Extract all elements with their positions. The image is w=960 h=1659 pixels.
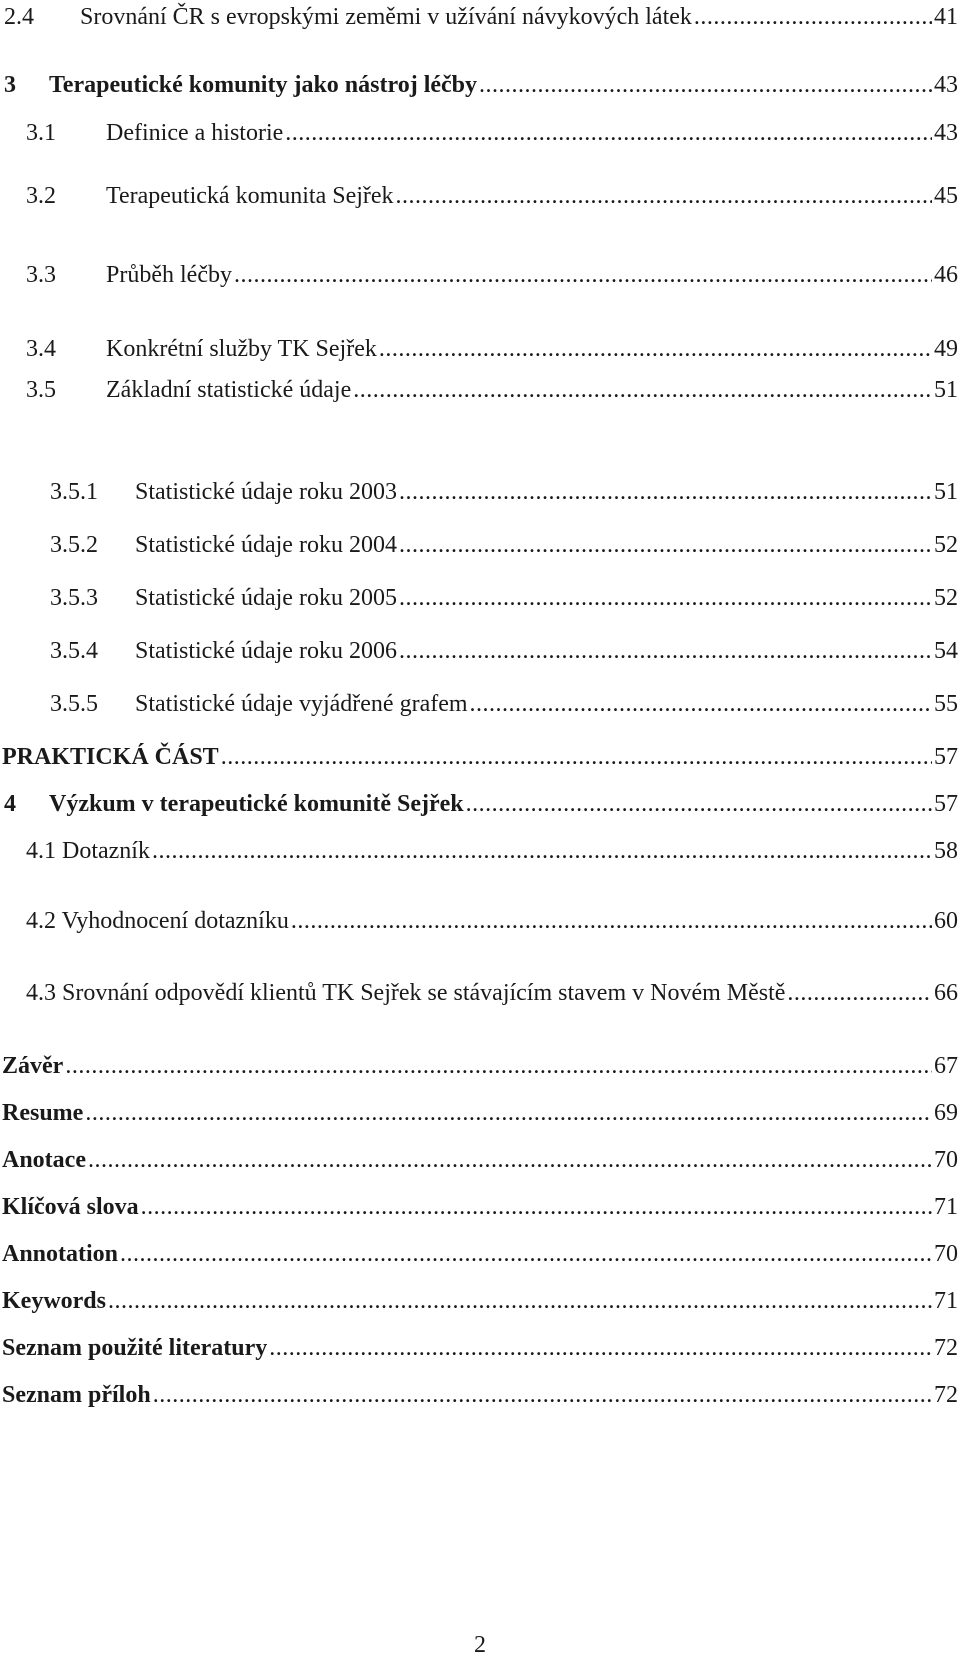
toc-entry-title: Terapeutická komunita Sejřek — [106, 183, 394, 209]
toc-entry-page: 51 — [934, 479, 958, 505]
toc-entry-title: Keywords — [2, 1288, 106, 1314]
toc-entry-page: 70 — [934, 1241, 958, 1267]
toc-dot-leader — [379, 336, 932, 363]
page-number: 2 — [474, 1632, 486, 1658]
toc-entry-page: 51 — [934, 377, 958, 403]
toc-entry-seznam-priloh — [0, 1382, 958, 1422]
toc-entry-page: 71 — [934, 1288, 958, 1314]
toc-dot-leader — [65, 1053, 932, 1080]
toc-dot-leader — [234, 262, 932, 289]
toc-entry-3-5-1 — [0, 479, 958, 519]
toc-entry-number: 3.3 — [26, 262, 56, 288]
toc-entry-title: Statistické údaje roku 2004 — [135, 532, 397, 558]
toc-entry-number: 3.5.1 — [50, 479, 98, 505]
toc-entry-page: 66 — [934, 980, 958, 1006]
toc-entry-page: 43 — [934, 120, 958, 146]
toc-entry-number: 3.5.5 — [50, 691, 98, 717]
toc-dot-leader — [396, 183, 932, 210]
toc-entry-title: PRAKTICKÁ ČÁST — [2, 744, 219, 770]
toc-entry-title: Statistické údaje roku 2003 — [135, 479, 397, 505]
toc-dot-leader — [353, 377, 932, 404]
toc-entry-title: 4.3 Srovnání odpovědí klientů TK Sejřek se stávajícím stavem v Novém Městě — [26, 980, 786, 1006]
toc-entry-page: 72 — [934, 1382, 958, 1408]
toc-entry-title: Annotation — [2, 1241, 119, 1267]
toc-dot-leader — [141, 1194, 932, 1221]
toc-dot-leader — [88, 1147, 932, 1174]
toc-entry-title: Klíčová slova — [2, 1194, 139, 1220]
toc-entry-4-2 — [0, 908, 958, 948]
toc-entry-page: 57 — [934, 744, 958, 770]
toc-entry-number: 3.5.4 — [50, 638, 98, 664]
toc-entry-number: 3.5.3 — [50, 585, 98, 611]
toc-dot-leader — [153, 1382, 932, 1409]
toc-entry-title: Závěr — [2, 1053, 64, 1079]
toc-dot-leader — [152, 838, 932, 865]
toc-entry-page: 52 — [934, 585, 958, 611]
toc-entry-page: 67 — [934, 1053, 958, 1079]
toc-entry-title: Statistické údaje roku 2006 — [135, 638, 397, 664]
toc-entry-seznam-literatury — [0, 1335, 958, 1375]
toc-entry-3-1 — [0, 120, 958, 160]
toc-entry-3-5-2 — [0, 532, 958, 572]
toc-entry-page: 46 — [934, 262, 958, 288]
toc-dot-leader — [120, 1241, 932, 1268]
toc-entry-title: Základní statistické údaje — [106, 377, 352, 403]
toc-dot-leader — [694, 4, 932, 31]
toc-entry-page: 49 — [934, 336, 958, 362]
toc-entry-page: 45 — [934, 183, 958, 209]
toc-entry-title: Anotace — [2, 1147, 86, 1173]
toc-dot-leader — [466, 791, 932, 818]
toc-entry-page: 72 — [934, 1335, 958, 1361]
toc-entry-title: Výzkum v terapeutické komunitě Sejřek — [49, 791, 464, 817]
toc-entry-resume — [0, 1100, 958, 1140]
toc-entry-title: Definice a historie — [106, 120, 284, 146]
toc-entry-title: Seznam použité literatury — [2, 1335, 268, 1361]
toc-entry-number: 3.1 — [26, 120, 56, 146]
toc-dot-leader — [399, 532, 932, 559]
toc-entry-number: 3.5 — [26, 377, 56, 403]
toc-entry-2-4 — [0, 4, 958, 44]
toc-entry-page: 55 — [934, 691, 958, 717]
toc-entry-page: 57 — [934, 791, 958, 817]
toc-dot-leader — [221, 744, 932, 771]
toc-entry-prakticka-cast — [0, 744, 958, 784]
toc-entry-title: Konkrétní služby TK Sejřek — [106, 336, 377, 362]
toc-entry-title: Statistické údaje vyjádřené grafem — [135, 691, 468, 717]
toc-entry-page: 54 — [934, 638, 958, 664]
toc-dot-leader — [787, 980, 932, 1007]
toc-entry-page: 41 — [934, 4, 958, 30]
toc-dot-leader — [291, 908, 932, 935]
toc-entry-page: 60 — [934, 908, 958, 934]
toc-dot-leader — [479, 72, 932, 99]
toc-entry-title: Průběh léčby — [106, 262, 232, 288]
toc-entry-number: 3.2 — [26, 183, 56, 209]
toc-entry-klicova-slova — [0, 1194, 958, 1234]
toc-entry-title: Seznam příloh — [2, 1382, 151, 1408]
toc-entry-title: Resume — [2, 1100, 84, 1126]
toc-dot-leader — [399, 585, 932, 612]
toc-entry-zaver — [0, 1053, 958, 1093]
toc-entry-3 — [0, 72, 958, 112]
toc-entry-3-5-5 — [0, 691, 958, 731]
toc-dot-leader — [399, 638, 932, 665]
toc-entry-page: 71 — [934, 1194, 958, 1220]
toc-entry-annotation — [0, 1241, 958, 1281]
toc-dot-leader — [285, 120, 932, 147]
toc-entry-number: 3.5.2 — [50, 532, 98, 558]
toc-entry-3-5 — [0, 377, 958, 417]
toc-entry-title: 4.1 Dotazník — [26, 838, 150, 864]
toc-dot-leader — [85, 1100, 932, 1127]
toc-entry-title: 4.2 Vyhodnocení dotazníku — [26, 908, 289, 934]
toc-entry-title: Statistické údaje roku 2005 — [135, 585, 397, 611]
toc-entry-page: 70 — [934, 1147, 958, 1173]
toc-dot-leader — [269, 1335, 932, 1362]
toc-entry-page: 43 — [934, 72, 958, 98]
toc-entry-number: 2.4 — [4, 4, 34, 30]
toc-entry-3-5-4 — [0, 638, 958, 678]
toc-entry-number: 4 — [4, 791, 16, 817]
toc-entry-anotace — [0, 1147, 958, 1187]
toc-entry-3-3 — [0, 262, 958, 302]
toc-entry-number: 3 — [4, 72, 16, 98]
toc-dot-leader — [470, 691, 932, 718]
toc-entry-4 — [0, 791, 958, 831]
toc-dot-leader — [108, 1288, 932, 1315]
toc-entry-4-1 — [0, 838, 958, 878]
toc-dot-leader — [399, 479, 932, 506]
toc-entry-3-5-3 — [0, 585, 958, 625]
toc-entry-3-4 — [0, 336, 958, 376]
toc-entry-title: Terapeutické komunity jako nástroj léčby — [49, 72, 478, 98]
toc-entry-3-2 — [0, 183, 958, 223]
toc-entry-page: 69 — [934, 1100, 958, 1126]
toc-entry-page: 52 — [934, 532, 958, 558]
toc-entry-page: 58 — [934, 838, 958, 864]
toc-entry-4-3 — [0, 980, 958, 1020]
toc-entry-keywords — [0, 1288, 958, 1328]
toc-entry-title: Srovnání ČR s evropskými zeměmi v užívání návykových látek — [80, 4, 692, 30]
toc-entry-number: 3.4 — [26, 336, 56, 362]
